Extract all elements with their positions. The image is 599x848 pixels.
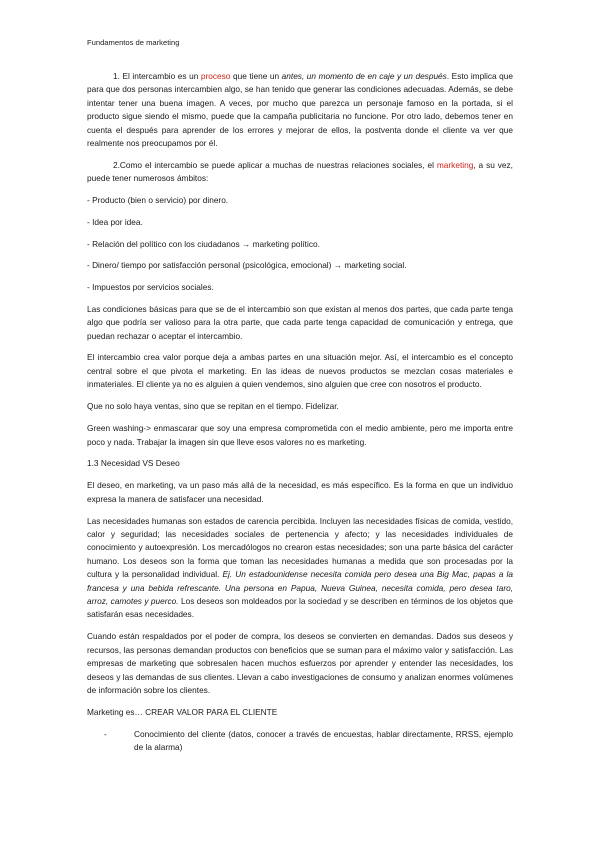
list-item: - Impuestos por servicios sociales. (87, 282, 214, 293)
section-heading: 1.3 Necesidad VS Deseo (87, 458, 180, 469)
paragraph-ambitos: 2.Como el intercambio se puede aplicar a muchas de nuestras relaciones sociales, el marketing, a su vez, puede tener numerosos ámbitos: (87, 159, 513, 184)
paragraph-demandas: Cuando están respaldados por el poder de compra, los deseos se convierten en demandas. Dados sus deseos y recursos, las personas demandan productos con beneficios que se suman para el máximo valor y satisfacción. Las empresas de marketing que sobresalen hacen muchos esfuerzos por aprender y entender las necesidades, los deseos y las demandas de sus clientes. Llevan a cabo investigaciones de consumo y analizan enormes volúmenes de información sobre los clientes. (87, 631, 513, 696)
paragraph-intercambio-proceso: 1. El intercambio es un proceso que tiene un antes, un momento de en caje y un después. Esto implica que para que dos personas intercambien algo, se han tenido que generar las condiciones adecuadas. Además, se debe intentar tener una buena imagen. A veces, por mucho que parezca un personaje famoso en la portada, si el producto sigue siendo el mismo, puede que la campaña publicitaria no funcione. Por otro lado, debemos tener en cuenta el después para aprender de los errores y mejorar de ellos, la postventa donde el cliente va ver que realmente nos preocupamos por él. (87, 71, 514, 149)
bullet-text: Conocimiento del cliente (datos, conocer a través de encuestas, hablar directamente, RRSS, ejemplo de la alarma) (134, 728, 513, 753)
bullet-dash: - (104, 728, 107, 739)
paragraph-fidelizar: Que no solo haya ventas, sino que se repitan en el tiempo. Fidelizar. (87, 401, 339, 412)
paragraph-crear-valor: Marketing es… CREAR VALOR PARA EL CLIENTE (87, 706, 278, 717)
document-body (87, 70, 513, 755)
list-item: - Idea por idea. (87, 216, 143, 227)
highlight-marketing: marketing (436, 159, 474, 170)
paragraph-valor: El intercambio crea valor porque deja a ambas partes en una situación mejor. Así, el intercambio es el concepto central sobre el que pivota el marketing. En las ideas de nuevos productos se mezclan cosas materiales e inmateriales. El cliente ya no es alguien a quien vendemos, sino alguien que cree con nosotros el producto. (87, 352, 513, 390)
paragraph-deseo: El deseo, en marketing, va un paso más allá de la necesidad, es más específico. Es la forma en que un individuo expresa la manera de satisfacer una necesidad. (87, 480, 513, 504)
list-item: - Dinero/ tiempo por satisfacción personal (psicológica, emocional) → marketing social. (87, 260, 407, 271)
highlight-proceso: proceso (200, 71, 231, 81)
bullet-item (87, 728, 513, 755)
paragraph-green-washing: Green washing-> enmascarar que soy una empresa comprometida con el medio ambiente, pero me importa entre poco y nada. Trabajar la imagen sin que lleve esos valores no es marketing. (87, 423, 513, 447)
italic-example: Ej. Un estadounidense necesita comida pero desea una Big Mac, papas a la francesa y una bebida refrescante. Una persona en Papua, Nueva Guinea, necesita comida, pero desea taro, arroz, camotes y puerco. (87, 569, 513, 607)
running-header: Fundamentos de marketing (87, 38, 180, 47)
list-item: - Producto (bien o servicio) por dinero. (87, 195, 229, 206)
list-item: - Relación del político con los ciudadanos → marketing político. (87, 238, 320, 249)
italic-phrase: antes, un momento de en caje y un después (281, 71, 447, 81)
paragraph-condiciones: Las condiciones básicas para que se de el intercambio son que existan al menos dos partes, que cada parte tenga algo que podría ser valioso para la otra parte, que cada parte tenga capacidad de comunicación y entrega, que puedan rechazar o aceptar el intercambio. (87, 303, 513, 341)
paragraph-necesidades: Las necesidades humanas son estados de carencia percibida. Incluyen las necesidades físicas de comida, vestido, calor y seguridad; las necesidades sociales de pertenencia y afecto; y las necesidades individuales de conocimiento y autoexpresión. Los mercadólogos no crearon estas necesidades; son una parte básica del carácter humano. Los deseos son la forma que toman las necesidades humanas a medida que son procesadas por la cultura y la personalidad individual. Ej. Un estadounidense necesita comida pero desea una Big Mac, papas a la francesa y una bebida refrescante. Una persona en Papua, Nueva Guinea, necesita comida, pero desea taro, arroz, camotes y puerco. Los deseos son moldeados por la sociedad y se describen en términos de los objetos que satisfarán esas necesidades. (87, 515, 513, 620)
